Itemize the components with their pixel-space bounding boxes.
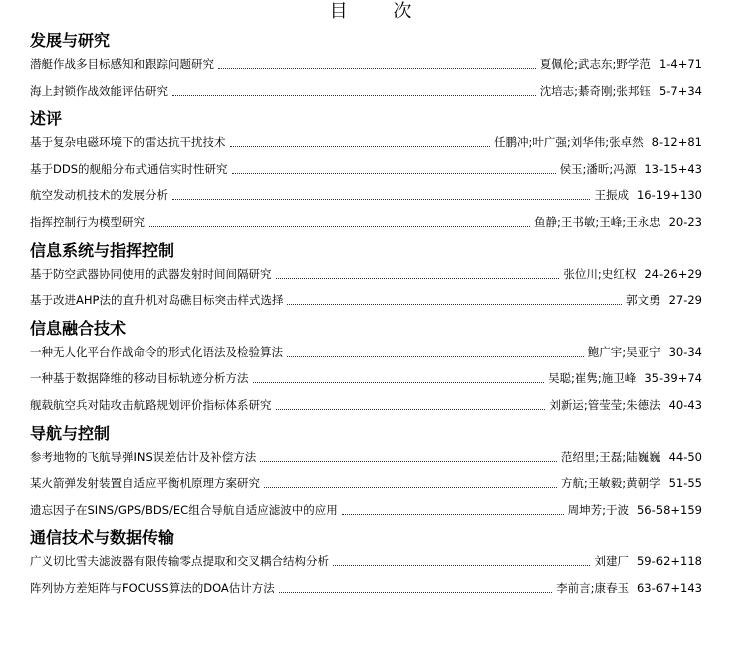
- toc-entry[interactable]: [30, 56, 702, 72]
- entry-title: 一种无人化平台作战命令的形式化语法及检验算法: [30, 344, 283, 359]
- dot-leader: [260, 460, 557, 462]
- dot-leader: [230, 145, 491, 147]
- entry-pages: 51-55: [668, 476, 702, 491]
- entry-title: 一种基于数据降维的移动目标轨迹分析方法: [30, 371, 249, 386]
- toc-section: [30, 424, 702, 518]
- toc-section: [30, 31, 702, 99]
- entry-pages: 16-19+130: [636, 188, 702, 203]
- entry-pages: 24-26+29: [644, 266, 702, 281]
- entry-authors: 鲍广宇;吴亚宁: [587, 344, 661, 359]
- section-heading: 述评: [30, 109, 63, 129]
- entry-authors: 沈培志;綦奇刚;张邦钰: [539, 83, 651, 98]
- toc-entry[interactable]: [30, 292, 702, 308]
- toc-entry[interactable]: [30, 449, 702, 465]
- toc-entry[interactable]: [30, 83, 702, 99]
- entry-title: 海上封锁作战效能评估研究: [30, 83, 168, 98]
- entry-authors: 方航;王敏毅;黄朝学: [560, 476, 661, 491]
- entry-title: 阵列协方差矩阵与FOCUSS算法的DOA估计方法: [30, 580, 275, 595]
- entry-authors: 郭文勇: [626, 293, 661, 308]
- toc-entry[interactable]: [30, 553, 702, 569]
- entry-pages: 27-29: [668, 293, 702, 308]
- toc-entry[interactable]: [30, 134, 702, 150]
- entry-pages: 63-67+143: [636, 580, 702, 595]
- section-heading: 导航与控制: [30, 423, 111, 443]
- dot-leader: [276, 277, 560, 279]
- entry-title: 指挥控制行为模型研究: [30, 214, 145, 229]
- toc-entry[interactable]: [30, 344, 702, 360]
- entry-authors: 王振成: [594, 188, 629, 203]
- dot-leader: [287, 303, 622, 305]
- toc-entry[interactable]: [30, 161, 702, 177]
- dot-leader: [333, 564, 590, 566]
- entry-title: 基于防空武器协同使用的武器发射时间间隔研究: [30, 266, 272, 281]
- entry-pages: 5-7+34: [658, 83, 702, 98]
- entry-pages: 13-15+43: [644, 161, 702, 176]
- toc-entry[interactable]: [30, 397, 702, 413]
- page-title: 目 次: [329, 1, 432, 22]
- toc-entry[interactable]: [30, 580, 702, 596]
- dot-leader: [149, 225, 530, 227]
- entry-title: 参考地物的飞航导弹INS误差估计及补偿方法: [30, 449, 257, 464]
- entry-authors: 张位川;史红权: [563, 266, 637, 281]
- entry-authors: 侯玉;潘昕;冯源: [559, 161, 637, 176]
- entry-authors: 夏佩伦;武志东;野学范: [539, 57, 651, 71]
- entry-authors: 李前言;康春玉: [556, 580, 629, 595]
- dot-leader: [264, 486, 557, 488]
- entry-authors: 任鹏冲;叶广强;刘华伟;张卓然: [494, 135, 644, 150]
- section-heading: 信息融合技术: [30, 318, 127, 338]
- dot-leader: [253, 381, 545, 383]
- toc-entry[interactable]: [30, 370, 702, 386]
- entry-authors: 刘新运;管莹莹;朱德法: [549, 397, 661, 412]
- dot-leader: [232, 172, 556, 174]
- entry-pages: 44-50: [668, 449, 702, 464]
- section-heading: 发展与研究: [30, 31, 111, 50]
- entry-pages: 1-4+71: [658, 57, 702, 71]
- entry-title: 航空发动机技术的发展分析: [30, 188, 168, 203]
- toc-entry[interactable]: [30, 187, 702, 203]
- toc-section: [30, 109, 702, 230]
- entry-title: 基于改进AHP法的直升机对岛礁目标突击样式选择: [30, 293, 284, 308]
- entry-pages: 8-12+81: [651, 135, 702, 150]
- entry-authors: 范绍里;王磊;陆巍巍: [560, 449, 661, 464]
- entry-title: 基于DDS的舰船分布式通信实时性研究: [30, 161, 228, 176]
- dot-leader: [172, 198, 590, 200]
- toc-section: [30, 528, 702, 596]
- dot-leader: [287, 355, 584, 357]
- toc-entry[interactable]: [30, 502, 702, 518]
- table-of-contents: [30, 26, 702, 607]
- dot-leader: [279, 591, 552, 593]
- dot-leader: [218, 67, 536, 69]
- entry-title: 某火箭弹发射装置自适应平衡机原理方案研究: [30, 476, 260, 491]
- section-heading: 通信技术与数据传输: [30, 528, 175, 548]
- toc-entry[interactable]: [30, 475, 702, 491]
- dot-leader: [276, 408, 546, 410]
- entry-title: 广义切比雪夫滤波器有限传输零点提取和交叉耦合结构分析: [30, 554, 329, 569]
- entry-title: 舰载航空兵对陆攻击航路规划评价指标体系研究: [30, 397, 272, 412]
- entry-title: 潜艇作战多目标感知和跟踪问题研究: [30, 57, 214, 71]
- dot-leader: [172, 94, 536, 96]
- entry-pages: 35-39+74: [644, 371, 702, 386]
- entry-pages: 30-34: [668, 344, 702, 359]
- entry-pages: 20-23: [668, 214, 702, 229]
- toc-entry[interactable]: [30, 266, 702, 282]
- section-heading: 信息系统与指挥控制: [30, 240, 175, 260]
- toc-section: [30, 241, 702, 309]
- entry-title: 基于复杂电磁环境下的雷达抗干扰技术: [30, 135, 226, 150]
- entry-title: 遗忘因子在SINS/GPS/BDS/EC组合导航自适应滤波中的应用: [30, 502, 338, 517]
- entry-pages: 40-43: [668, 397, 702, 412]
- entry-authors: 周坤芳;于波: [567, 502, 629, 517]
- entry-pages: 59-62+118: [636, 554, 702, 569]
- dot-leader: [342, 513, 564, 515]
- toc-section: [30, 319, 702, 413]
- entry-authors: 刘建厂: [594, 554, 629, 569]
- toc-entry[interactable]: [30, 214, 702, 230]
- entry-authors: 鱼静;王书敏;王峰;王永忠: [533, 214, 661, 229]
- entry-authors: 吴聪;崔隽;施卫峰: [548, 371, 637, 386]
- entry-pages: 56-58+159: [636, 502, 702, 517]
